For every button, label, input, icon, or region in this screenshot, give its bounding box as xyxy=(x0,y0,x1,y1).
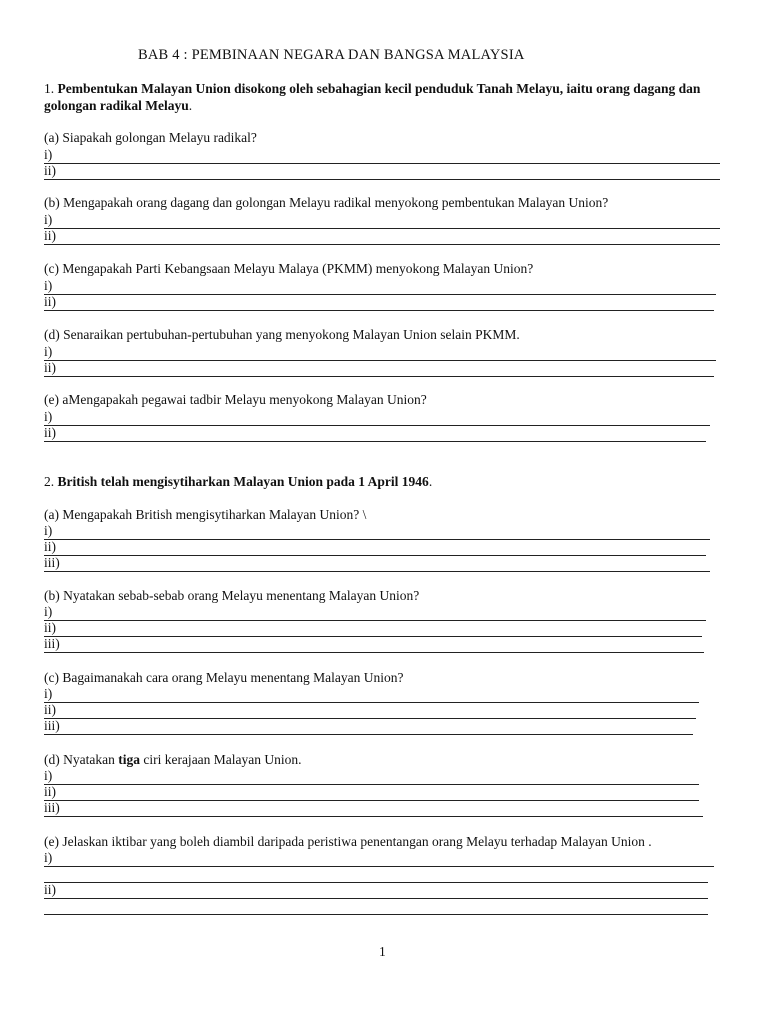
answer-line-1d-ii[interactable]: ii) xyxy=(44,361,714,377)
answer-line-1d-i[interactable]: i) xyxy=(44,345,716,361)
answer-line-2e-i-continued[interactable] xyxy=(44,867,708,883)
answer-line-2e-ii-continued[interactable] xyxy=(44,899,708,915)
question-1e-prompt: (e) aMengapakah pegawai tadbir Melayu menyokong Malayan Union? xyxy=(44,392,427,407)
answer-line-1b-i[interactable]: i) xyxy=(44,213,720,229)
answer-line-1e-ii[interactable]: ii) xyxy=(44,426,706,442)
chapter-title: BAB 4 : PEMBINAAN NEGARA DAN BANGSA MALAYSIA xyxy=(138,47,525,63)
answer-line-2b-i[interactable]: i) xyxy=(44,605,706,621)
answer-line-2e-ii[interactable]: ii) xyxy=(44,883,708,899)
answer-line-1e-i[interactable]: i) xyxy=(44,410,710,426)
question-2d-prompt-before: (d) Nyatakan xyxy=(44,752,119,767)
question-2d-prompt-bold: tiga xyxy=(118,752,140,767)
question-2-number: 2. xyxy=(44,474,55,489)
question-1a-prompt: (a) Siapakah golongan Melayu radikal? xyxy=(44,130,257,145)
answer-line-2d-i[interactable]: i) xyxy=(44,769,699,785)
answer-line-1c-ii[interactable]: ii) xyxy=(44,295,714,311)
question-2d-prompt-after: ciri kerajaan Malayan Union. xyxy=(139,752,302,767)
question-2-heading xyxy=(44,473,734,490)
answer-line-1a-i[interactable]: i) xyxy=(44,148,720,164)
question-2c-prompt: (c) Bagaimanakah cara orang Melayu menentang Malayan Union? xyxy=(44,670,404,685)
answer-line-2a-ii[interactable]: ii) xyxy=(44,540,706,556)
answer-line-2a-iii[interactable]: iii) xyxy=(44,556,710,572)
question-2e-prompt: (e) Jelaskan iktibar yang boleh diambil daripada peristiwa penentangan orang Melayu terhadap Malayan Union . xyxy=(44,834,652,849)
page-number: 1 xyxy=(379,944,386,959)
answer-line-1c-i[interactable]: i) xyxy=(44,279,716,295)
question-2-text: British telah mengisytiharkan Malayan Union pada 1 April 1946 xyxy=(57,474,429,489)
question-1d-prompt: (d) Senaraikan pertubuhan-pertubuhan yang menyokong Malayan Union selain PKMM. xyxy=(44,327,520,342)
question-1-number: 1. xyxy=(44,81,55,96)
question-1-end: . xyxy=(188,98,193,113)
answer-line-2d-ii[interactable]: ii) xyxy=(44,785,699,801)
question-2-end: . xyxy=(428,474,433,489)
question-1-heading xyxy=(44,80,734,114)
question-1c-prompt: (c) Mengapakah Parti Kebangsaan Melayu Malaya (PKMM) menyokong Malayan Union? xyxy=(44,261,534,276)
question-1-text: Pembentukan Malayan Union disokong oleh sebahagian kecil penduduk Tanah Melayu, iaitu orang dagang dan golongan radikal Melayu xyxy=(44,81,701,113)
answer-line-2b-iii[interactable]: iii) xyxy=(44,637,704,653)
answer-line-2c-i[interactable]: i) xyxy=(44,687,699,703)
answer-line-1a-ii[interactable]: ii) xyxy=(44,164,720,180)
question-1b-prompt: (b) Mengapakah orang dagang dan golongan Melayu radikal menyokong pembentukan Malayan Union? xyxy=(44,195,609,210)
question-2a-prompt: (a) Mengapakah British mengisytiharkan Malayan Union? \ xyxy=(44,507,367,522)
answer-line-2d-iii[interactable]: iii) xyxy=(44,801,703,817)
answer-line-2a-i[interactable]: i) xyxy=(44,524,710,540)
answer-line-2c-iii[interactable]: iii) xyxy=(44,719,693,735)
answer-line-2b-ii[interactable]: ii) xyxy=(44,621,702,637)
question-2d-prompt xyxy=(44,752,302,768)
answer-line-1b-ii[interactable]: ii) xyxy=(44,229,720,245)
answer-line-2e-i[interactable]: i) xyxy=(44,851,714,867)
question-2b-prompt: (b) Nyatakan sebab-sebab orang Melayu menentang Malayan Union? xyxy=(44,588,420,603)
answer-line-2c-ii[interactable]: ii) xyxy=(44,703,696,719)
